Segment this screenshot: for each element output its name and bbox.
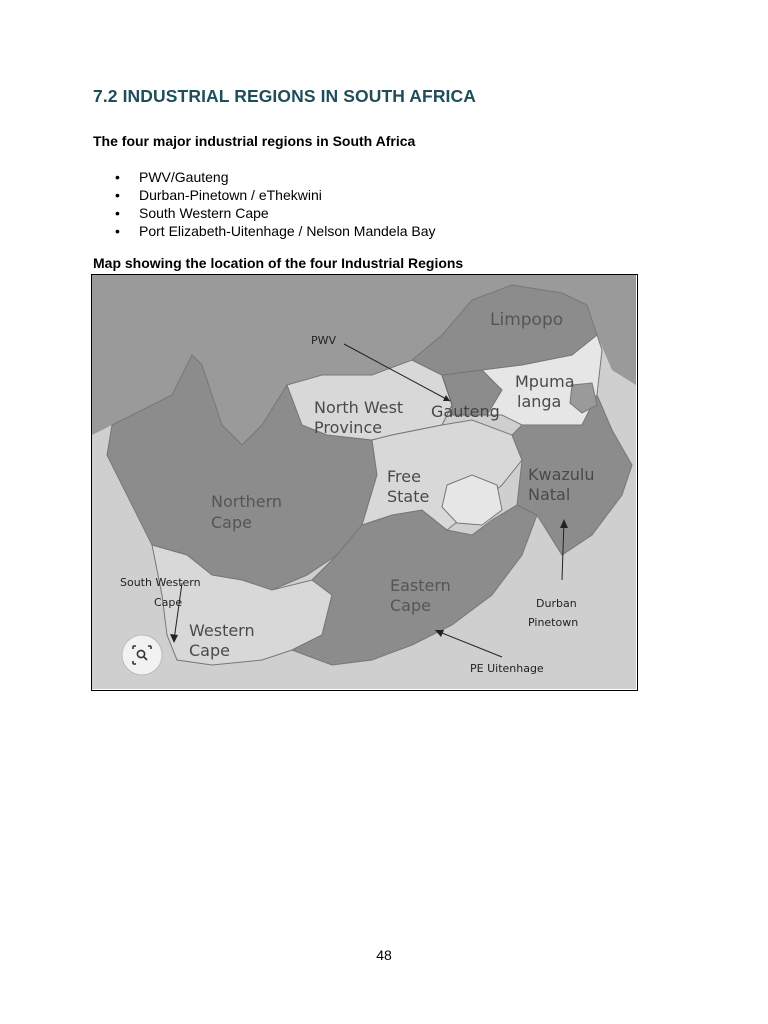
label-kwazulu-2: Natal — [528, 485, 571, 504]
list-item: • South Western Cape — [115, 205, 269, 221]
label-northern-cape-2: Cape — [211, 513, 252, 532]
map-caption: Map showing the location of the four Industrial Regions — [93, 255, 464, 271]
page-number: 48 — [376, 947, 392, 963]
label-free-state-2: State — [387, 487, 430, 506]
annotation-south-western-2: Cape — [154, 596, 183, 609]
label-north-west-1: North West — [314, 398, 404, 417]
south-africa-map — [92, 275, 636, 689]
label-limpopo: Limpopo — [490, 310, 564, 330]
annotation-south-western-1: South Western — [120, 576, 201, 589]
industrial-regions-list — [93, 168, 436, 240]
bullet-icon: • — [115, 169, 120, 185]
label-eastern-cape-2: Cape — [390, 596, 431, 615]
image-search-button[interactable] — [122, 635, 162, 675]
bullet-icon: • — [115, 223, 120, 239]
label-northern-cape-1: Northern — [211, 492, 283, 511]
annotation-pwv: PWV — [311, 334, 337, 347]
label-free-state-1: Free — [387, 467, 421, 486]
list-item: • PWV/Gauteng — [115, 169, 229, 185]
list-item: • Durban-Pinetown / eThekwini — [115, 187, 322, 203]
label-western-cape-2: Cape — [189, 641, 230, 660]
annotation-pe: PE Uitenhage — [470, 662, 544, 675]
label-north-west-2: Province — [314, 418, 383, 437]
annotation-durban-2: Pinetown — [528, 616, 579, 629]
bullet-icon: • — [115, 187, 120, 203]
label-kwazulu-1: Kwazulu — [528, 465, 595, 484]
section-heading: 7.2 INDUSTRIAL REGIONS IN SOUTH AFRICA — [93, 86, 476, 106]
annotation-durban-1: Durban — [536, 597, 577, 610]
bullet-icon: • — [115, 205, 120, 221]
label-mpumalanga-2: langa — [517, 392, 562, 411]
subheading: The four major industrial regions in South Africa — [93, 133, 416, 149]
list-item: • Port Elizabeth-Uitenhage / Nelson Mandela Bay — [115, 223, 436, 239]
label-eastern-cape-1: Eastern — [390, 576, 451, 595]
label-mpumalanga-1: Mpuma — [515, 372, 575, 391]
map-figure — [91, 274, 638, 691]
label-gauteng: Gauteng — [431, 402, 500, 421]
label-western-cape-1: Western — [189, 621, 255, 640]
